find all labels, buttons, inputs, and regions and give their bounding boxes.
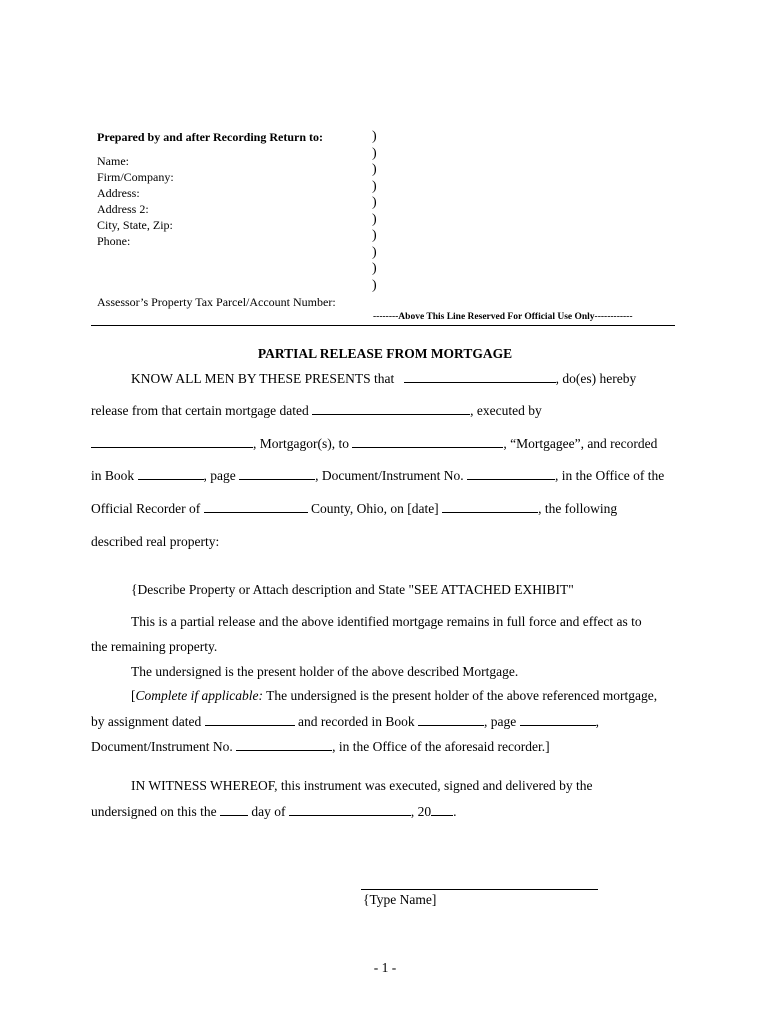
official-use-divider — [91, 325, 675, 326]
assessor-parcel-label: Assessor’s Property Tax Parcel/Account Number: — [97, 295, 336, 309]
mortgagee-blank[interactable] — [352, 435, 503, 448]
paren: ) — [372, 145, 377, 161]
day-blank[interactable] — [220, 803, 248, 816]
phone-label: Phone: — [97, 234, 131, 248]
firm-company-label: Firm/Company: — [97, 170, 174, 184]
paren: ) — [372, 178, 377, 194]
instrument-no-blank[interactable] — [467, 467, 555, 480]
complete-if-applicable-line: [Complete if applicable: The undersigned is the present holder of the above referenced mortgage, — [131, 688, 658, 703]
holder-line: The undersigned is the present holder of the above described Mortgage. — [131, 664, 519, 679]
assignment-book-blank[interactable] — [418, 713, 484, 726]
paren: ) — [372, 277, 377, 293]
assignment-line: by assignment dated and recorded in Book , page , — [91, 714, 599, 729]
month-blank[interactable] — [289, 803, 411, 816]
assignment-date-blank[interactable] — [205, 713, 295, 726]
body-line-3: , Mortgagor(s), to , “Mortgagee”, and recorded — [91, 435, 657, 452]
body-line-4: in Book , page , Document/Instrument No. , in the Office of the — [91, 468, 665, 483]
paren: ) — [372, 261, 377, 276]
partial-release-line-1: This is a partial release and the above identified mortgage remains in full force and effect as to — [131, 614, 642, 629]
signature-line[interactable] — [361, 889, 598, 890]
prepared-by-heading: Prepared by and after Recording Return to: — [97, 130, 323, 144]
paren: ) — [372, 129, 377, 144]
county-blank[interactable] — [204, 500, 308, 513]
body-line-1: KNOW ALL MEN BY THESE PRESENTS that , do(es) hereby — [131, 371, 637, 386]
describe-property-line: {Describe Property or Attach description and State "SEE ATTACHED EXHIBIT" — [131, 582, 574, 597]
partial-release-line-2: the remaining property. — [91, 639, 218, 654]
document-title: PARTIAL RELEASE FROM MORTGAGE — [257, 346, 513, 361]
book-blank[interactable] — [138, 467, 204, 480]
name-label: Name: — [97, 154, 129, 168]
body-line-5: Official Recorder of County, Ohio, on [date] , the following — [91, 501, 618, 516]
mortgagor-blank[interactable] — [91, 435, 253, 448]
witness-line-2: undersigned on this the day of , 20 . — [91, 804, 457, 819]
mortgage-date-blank[interactable] — [312, 402, 470, 415]
paren: ) — [372, 162, 377, 177]
instrument-office-line: Document/Instrument No. , in the Office of the aforesaid recorder.] — [91, 739, 550, 754]
body-line-6: described real property: — [91, 534, 220, 549]
page-number: - 1 - — [373, 960, 397, 975]
recorded-date-blank[interactable] — [442, 500, 538, 513]
address-2-label: Address 2: — [97, 202, 149, 216]
city-state-zip-label: City, State, Zip: — [97, 218, 173, 232]
witness-line-1: IN WITNESS WHEREOF, this instrument was executed, signed and delivered by the — [131, 778, 593, 793]
year-blank[interactable] — [431, 803, 453, 816]
body-line-2: release from that certain mortgage dated , executed by — [91, 403, 542, 418]
paren: ) — [372, 244, 377, 260]
parenthesis-column — [372, 129, 377, 294]
assignment-page-blank[interactable] — [520, 713, 596, 726]
paren: ) — [372, 195, 377, 210]
type-name-label: {Type Name] — [363, 892, 437, 907]
paren: ) — [372, 228, 377, 243]
paren: ) — [372, 211, 377, 227]
address-label: Address: — [97, 186, 140, 200]
grantor-blank[interactable] — [404, 370, 556, 383]
official-use-notice: --------Above This Line Reserved For Official Use Only------------ — [373, 312, 633, 322]
assignment-instrument-blank[interactable] — [236, 738, 332, 751]
page-blank[interactable] — [239, 467, 315, 480]
